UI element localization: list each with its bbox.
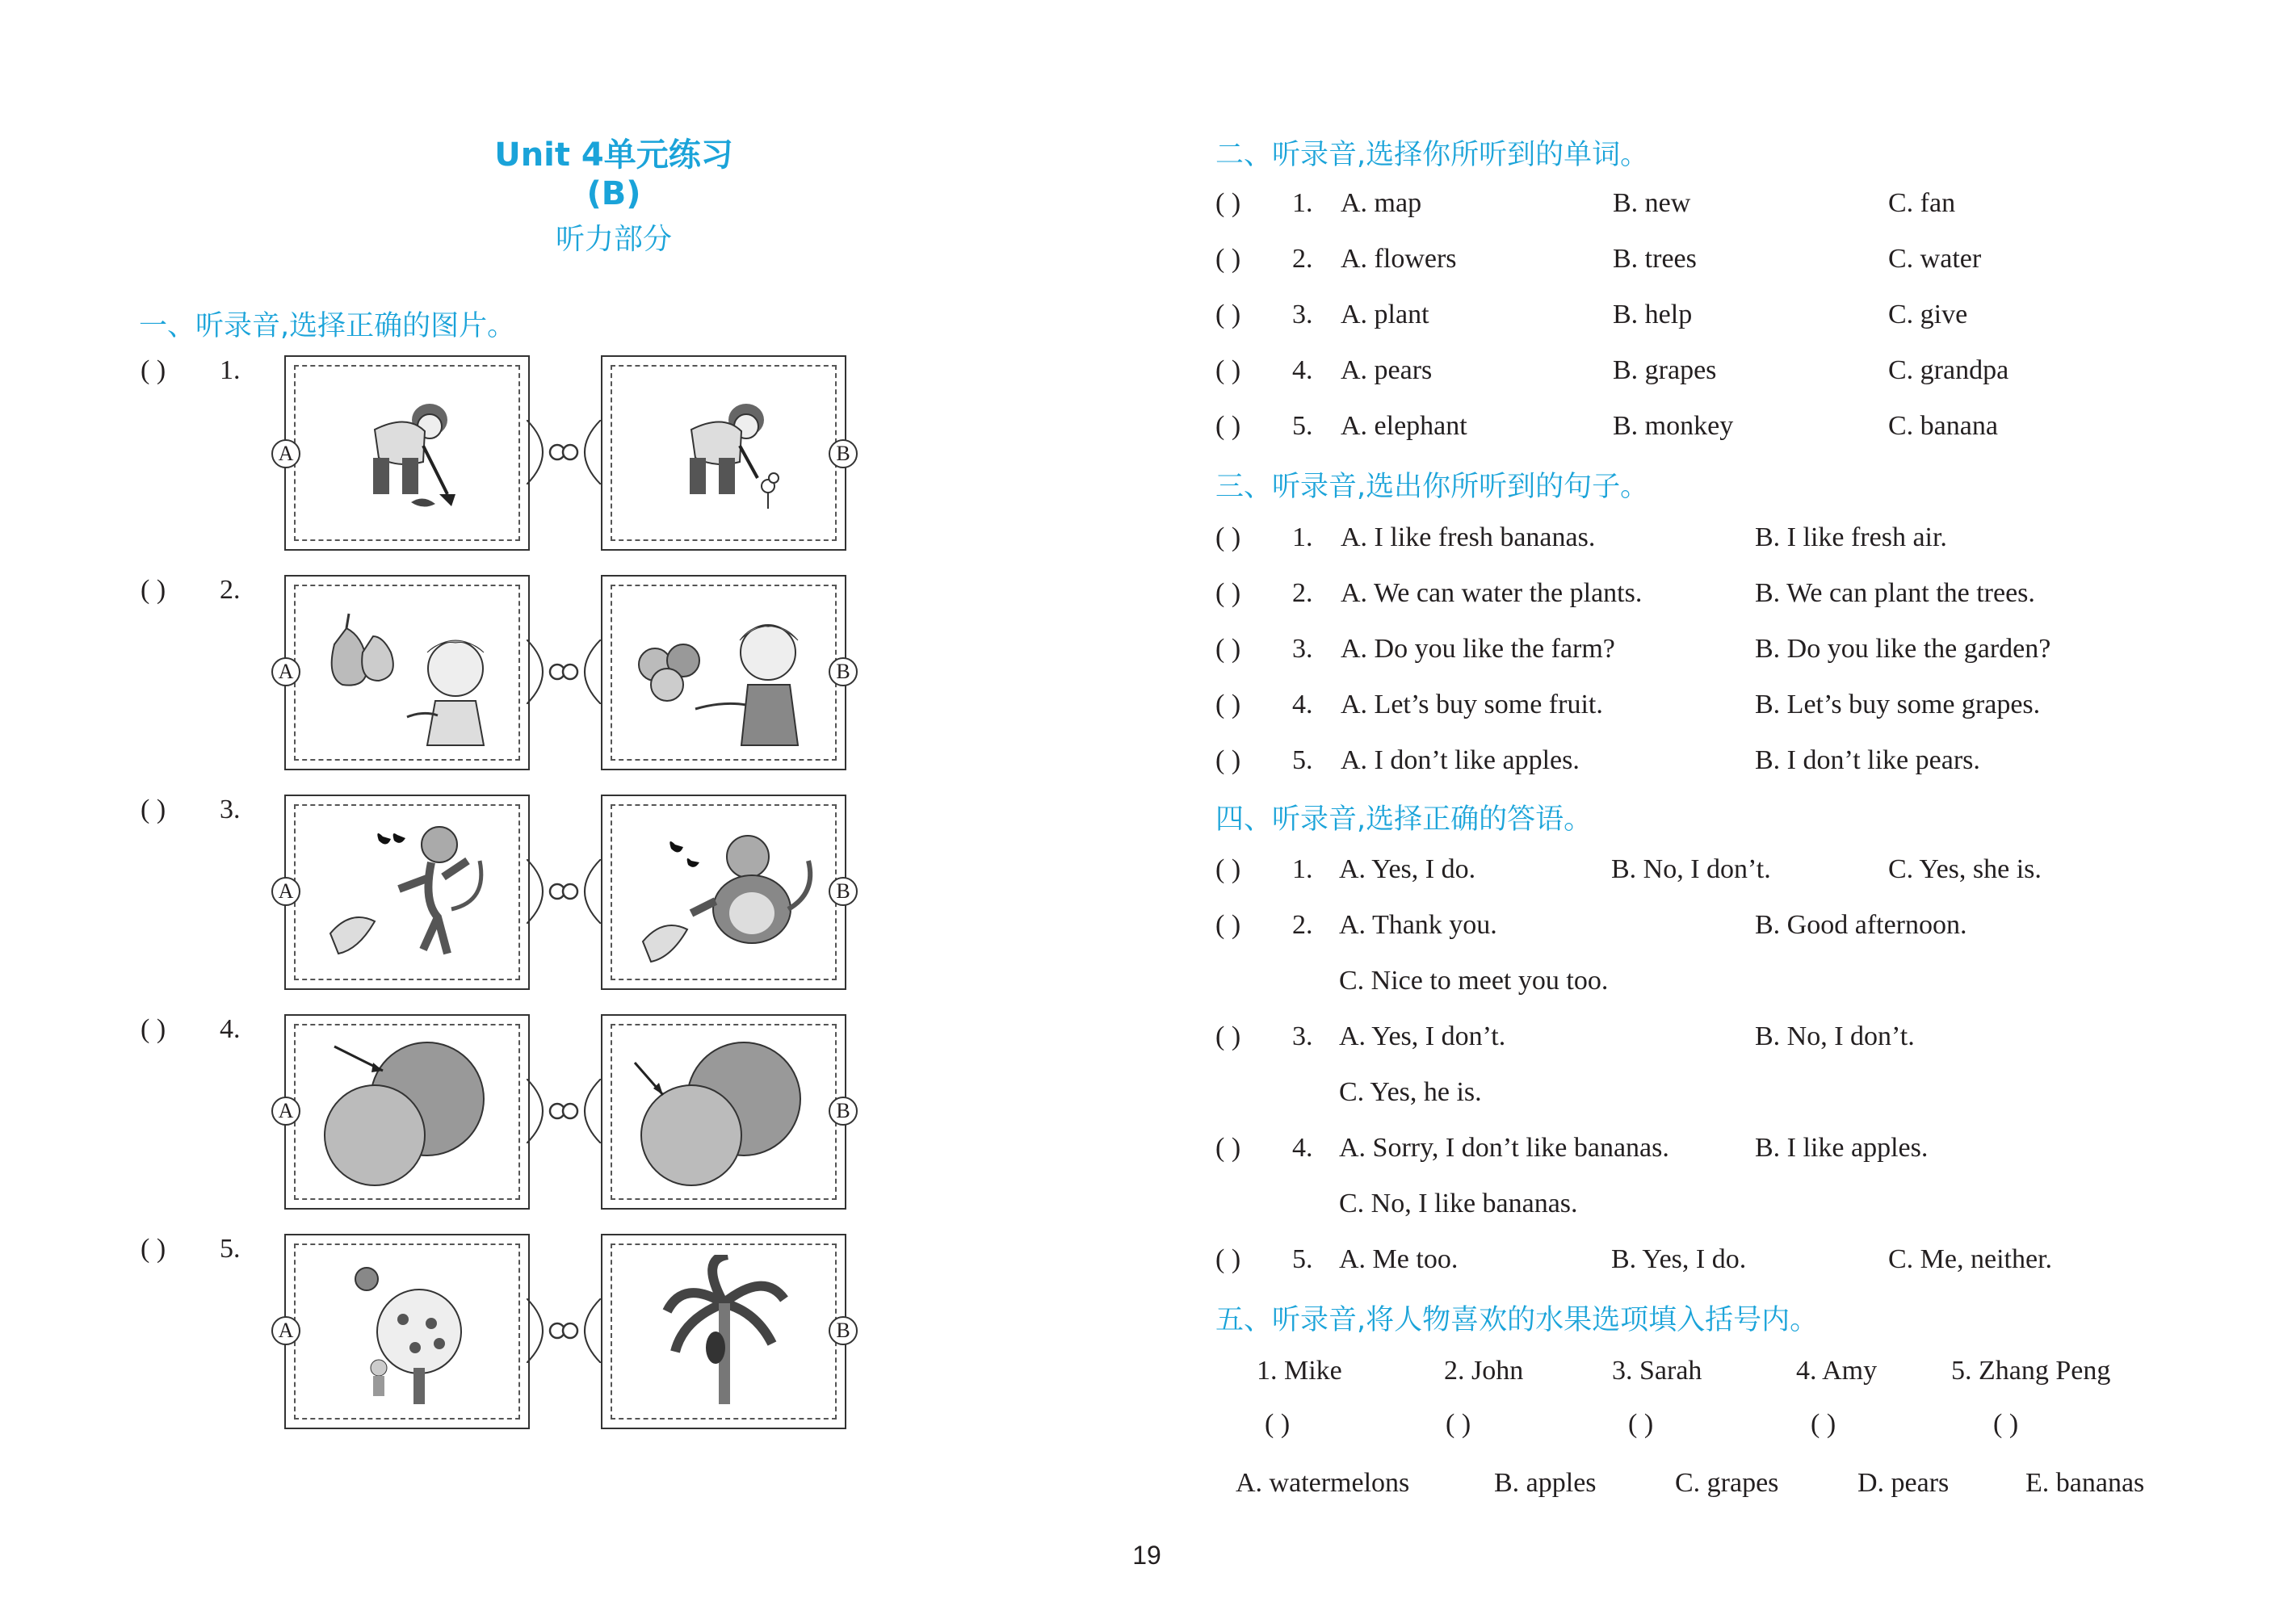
answer-blank[interactable]: ( ) (141, 575, 166, 605)
monkey-thin-icon (302, 812, 512, 974)
answer-blank[interactable]: ( ) (1215, 522, 1241, 552)
option-b: B. I like fresh air. (1755, 522, 1947, 552)
option-b-badge: B (829, 1316, 858, 1345)
pears-icon (302, 596, 512, 749)
section1-heading: 一、听录音,选择正确的图片。 (139, 310, 516, 342)
question-number: 2. (1292, 910, 1313, 940)
option-a-badge: A (271, 1097, 300, 1126)
question-number: 1. (1292, 188, 1313, 218)
option-a: A. I don’t like apples. (1341, 745, 1580, 775)
question-number: 1. (220, 355, 241, 385)
answer-blank[interactable]: ( ) (141, 795, 166, 824)
option-b: B. new (1613, 188, 1691, 218)
connector-clip-icon (527, 420, 601, 484)
picture-card-b[interactable] (601, 575, 846, 770)
option-c: C. give (1888, 300, 1968, 329)
option-a: A. We can water the plants. (1341, 578, 1643, 608)
question-number: 3. (1292, 300, 1313, 329)
section5-heading: 五、听录音,将人物喜欢的水果选项填入括号内。 (1215, 1304, 1819, 1336)
option-a: A. Me too. (1339, 1244, 1459, 1274)
fruit-option: B. apples (1494, 1468, 1597, 1498)
picture-card-a[interactable] (284, 355, 530, 551)
picture-card-b[interactable] (601, 1234, 846, 1429)
fruit-option: A. watermelons (1236, 1468, 1410, 1498)
option-b-badge: B (829, 439, 858, 468)
person-label: 4. Amy (1796, 1356, 1878, 1386)
option-b-badge: B (829, 877, 858, 906)
option-a-badge: A (271, 439, 300, 468)
option-b-badge: B (829, 657, 858, 686)
connector-clip-icon (527, 1298, 601, 1363)
option-a: A. Yes, I don’t. (1339, 1021, 1506, 1051)
answer-blank[interactable]: ( ) (1811, 1409, 1836, 1439)
connector-clip-icon (527, 640, 601, 704)
question-number: 5. (1292, 411, 1313, 441)
option-a: A. I like fresh bananas. (1341, 522, 1596, 552)
question-number: 5. (1292, 745, 1313, 775)
picture-card-b[interactable] (601, 795, 846, 990)
option-c: C. Nice to meet you too. (1339, 966, 1609, 996)
option-b: B. Do you like the garden? (1755, 634, 2051, 664)
answer-blank[interactable]: ( ) (1446, 1409, 1471, 1439)
option-a: A. plant (1341, 300, 1429, 329)
option-c: C. Yes, she is. (1888, 854, 2042, 884)
option-a: A. Thank you. (1339, 910, 1497, 940)
fruit-option: D. pears (1857, 1468, 1950, 1498)
answer-blank[interactable]: ( ) (1215, 578, 1241, 608)
option-c: C. Me, neither. (1888, 1244, 2053, 1274)
option-a: A. Sorry, I don’t like bananas. (1339, 1133, 1669, 1163)
picture-card-a[interactable] (284, 795, 530, 990)
answer-blank[interactable]: ( ) (1215, 411, 1241, 441)
option-a: A. Yes, I do. (1339, 854, 1476, 884)
question-number: 5. (220, 1234, 241, 1264)
option-b: B. Let’s buy some grapes. (1755, 690, 2041, 719)
question-number: 2. (1292, 244, 1313, 274)
answer-blank[interactable]: ( ) (1215, 1133, 1241, 1163)
option-a-badge: A (271, 657, 300, 686)
person-label: 1. Mike (1257, 1356, 1342, 1386)
answer-blank[interactable]: ( ) (1215, 244, 1241, 274)
option-c: C. banana (1888, 411, 1998, 441)
question-number: 3. (1292, 1021, 1313, 1051)
page-title: Unit 4单元练习(B) (494, 136, 733, 212)
option-b: B. grapes (1613, 355, 1717, 385)
option-a-badge: A (271, 877, 300, 906)
answer-blank[interactable]: ( ) (1265, 1409, 1291, 1439)
answer-blank[interactable]: ( ) (141, 1014, 166, 1044)
person-label: 3. Sarah (1612, 1356, 1702, 1386)
section2-heading: 二、听录音,选择你所听到的单词。 (1215, 139, 1649, 171)
section-subtitle: 听力部分 (555, 223, 672, 256)
answer-blank[interactable]: ( ) (141, 355, 166, 385)
option-a: A. map (1341, 188, 1422, 218)
fruit-tree-icon (318, 1255, 496, 1408)
section4-heading: 四、听录音,选择正确的答语。 (1215, 803, 1593, 836)
answer-blank[interactable]: ( ) (1628, 1409, 1654, 1439)
answer-blank[interactable]: ( ) (1215, 690, 1241, 719)
answer-blank[interactable]: ( ) (1215, 355, 1241, 385)
oranges-arrow-icon (619, 1030, 829, 1192)
answer-blank[interactable]: ( ) (1993, 1409, 2019, 1439)
picture-card-a[interactable] (284, 1234, 530, 1429)
option-b: B. Good afternoon. (1755, 910, 1967, 940)
option-b: B. help (1613, 300, 1693, 329)
question-number: 1. (1292, 522, 1313, 552)
answer-blank[interactable]: ( ) (1215, 1021, 1241, 1051)
answer-blank[interactable]: ( ) (1215, 300, 1241, 329)
answer-blank[interactable]: ( ) (1215, 745, 1241, 775)
option-b-badge: B (829, 1097, 858, 1126)
option-b: B. No, I don’t. (1755, 1021, 1915, 1051)
connector-clip-icon (527, 859, 601, 924)
section3-heading: 三、听录音,选出你所听到的句子。 (1215, 471, 1649, 503)
option-b: B. No, I don’t. (1611, 854, 1771, 884)
oranges-icon (302, 1030, 512, 1192)
answer-blank[interactable]: ( ) (141, 1234, 166, 1264)
question-number: 4. (220, 1014, 241, 1044)
option-c: C. No, I like bananas. (1339, 1189, 1578, 1218)
question-number: 3. (220, 795, 241, 824)
picture-card-b[interactable] (601, 355, 846, 551)
monkey-fat-icon (619, 812, 829, 974)
option-a: A. Do you like the farm? (1341, 634, 1615, 664)
option-c: C. fan (1888, 188, 1956, 218)
picture-card-a[interactable] (284, 1014, 530, 1210)
apples-icon (619, 596, 829, 749)
option-a: A. flowers (1341, 244, 1457, 274)
option-a: A. pears (1341, 355, 1433, 385)
fruit-option: C. grapes (1675, 1468, 1779, 1498)
option-a-badge: A (271, 1316, 300, 1345)
option-c: C. Yes, he is. (1339, 1077, 1482, 1107)
banana-tree-icon (651, 1255, 796, 1408)
answer-blank[interactable]: ( ) (1215, 854, 1241, 884)
fruit-option: E. bananas (2025, 1468, 2145, 1498)
option-a: A. Let’s buy some fruit. (1341, 690, 1603, 719)
option-b: B. trees (1613, 244, 1697, 274)
answer-blank[interactable]: ( ) (1215, 188, 1241, 218)
option-b: B. monkey (1613, 411, 1734, 441)
question-number: 5. (1292, 1244, 1313, 1274)
person-label: 5. Zhang Peng (1951, 1356, 2111, 1386)
option-b: B. I don’t like pears. (1755, 745, 1980, 775)
option-b: B. We can plant the trees. (1755, 578, 2035, 608)
question-number: 4. (1292, 1133, 1313, 1163)
option-c: C. grandpa (1888, 355, 2009, 385)
answer-blank[interactable]: ( ) (1215, 1244, 1241, 1274)
option-a: A. elephant (1341, 411, 1467, 441)
answer-blank[interactable]: ( ) (1215, 910, 1241, 940)
boy-digging-icon (334, 381, 480, 526)
option-b: B. Yes, I do. (1611, 1244, 1747, 1274)
option-b: B. I like apples. (1755, 1133, 1929, 1163)
boy-watering-flower-icon (651, 381, 796, 526)
connector-clip-icon (527, 1079, 601, 1143)
question-number: 4. (1292, 355, 1313, 385)
answer-blank[interactable]: ( ) (1215, 634, 1241, 664)
question-number: 4. (1292, 690, 1313, 719)
question-number: 3. (1292, 634, 1313, 664)
picture-card-b[interactable] (601, 1014, 846, 1210)
question-number: 2. (1292, 578, 1313, 608)
page-number: 19 (1132, 1541, 1161, 1570)
option-c: C. water (1888, 244, 1982, 274)
picture-card-a[interactable] (284, 575, 530, 770)
person-label: 2. John (1444, 1356, 1524, 1386)
question-number: 2. (220, 575, 241, 605)
question-number: 1. (1292, 854, 1313, 884)
